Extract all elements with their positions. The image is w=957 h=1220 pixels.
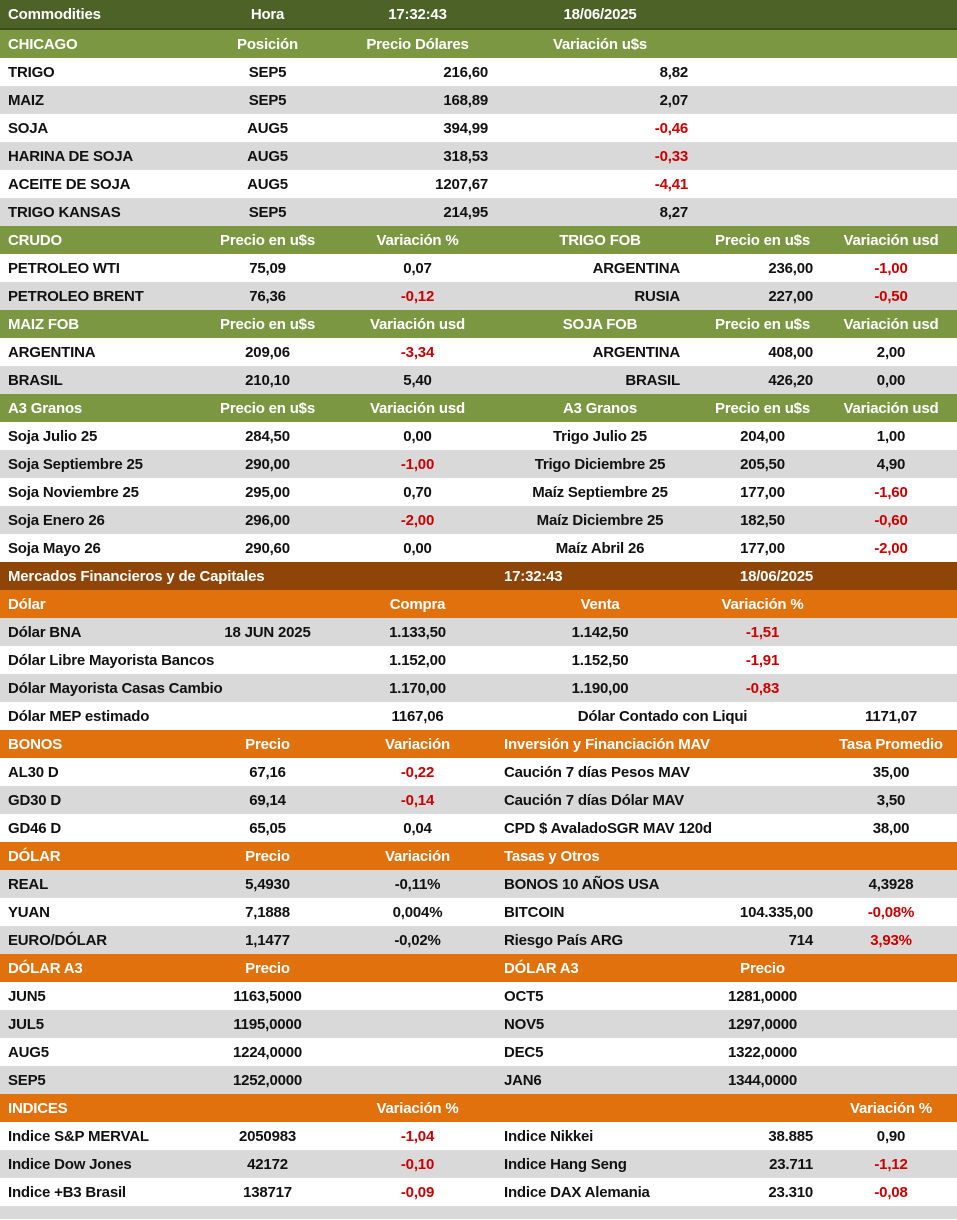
dolar-a3-header-row-cell-2: Precio <box>200 954 335 982</box>
bonos-header-row-cell-4: Inversión y Financiación MAV <box>500 730 825 758</box>
mercados-title-row-cell-4: 17:32:43 <box>500 562 700 590</box>
soja-noviembre-row-cell-5: 177,00 <box>700 478 825 506</box>
yuan-row-cell-2: 7,1888 <box>200 898 335 926</box>
petroleo-brent-row-cell-3: -0,12 <box>335 282 500 310</box>
b3-brasil-row-cell-1: Indice +B3 Brasil <box>0 1178 200 1206</box>
b3-brasil-row-cell-2: 138717 <box>200 1178 335 1206</box>
chicago-header-row-cell-3: Precio Dólares <box>335 29 500 58</box>
aceite-soja-row <box>0 170 957 198</box>
dolar-divisas-header-row <box>0 842 957 870</box>
dolar-bna-row-cell-2: 18 JUN 2025 <box>200 618 335 646</box>
harina-soja-row-cell-1: HARINA DE SOJA <box>0 142 200 170</box>
harina-soja-row-cell-3: 318,53 <box>335 142 500 170</box>
soja-enero-row <box>0 506 957 534</box>
empty-cell <box>825 646 957 674</box>
maiz-fob-argentina-row-cell-5: 408,00 <box>700 338 825 366</box>
soja-julio-row-cell-3: 0,00 <box>335 422 500 450</box>
dow-jones-row-cell-4: Indice Hang Seng <box>500 1150 700 1178</box>
empty-cell <box>700 1094 825 1122</box>
soja-mayo-row-cell-5: 177,00 <box>700 534 825 562</box>
gd46-row-cell-1: GD46 D <box>0 814 200 842</box>
harina-soja-row <box>0 142 957 170</box>
indices-header-row-cell-1: INDICES <box>0 1094 200 1122</box>
dolar-mep-row <box>0 702 957 730</box>
dolar-bna-row-cell-1: Dólar BNA <box>0 618 200 646</box>
soja-enero-row-cell-1: Soja Enero 26 <box>0 506 200 534</box>
dow-jones-row-cell-5: 23.711 <box>700 1150 825 1178</box>
al30-row <box>0 758 957 786</box>
dolar-a3-header-row-cell-5: Precio <box>700 954 825 982</box>
dolar-mayorista-row-cell-5: -0,83 <box>700 674 825 702</box>
petroleo-wti-row-cell-2: 75,09 <box>200 254 335 282</box>
dolar-header-row-cell-4: Venta <box>500 590 700 618</box>
maiz-fob-header-row-cell-4: SOJA FOB <box>500 310 700 338</box>
empty-cell <box>825 562 957 590</box>
trigo-kansas-row <box>0 198 957 226</box>
dolar-mep-row-cell-1: Dólar MEP estimado <box>0 702 335 730</box>
sep5-row-cell-4: JAN6 <box>500 1066 700 1094</box>
soja-row <box>0 114 957 142</box>
empty-cell <box>0 1206 957 1219</box>
maiz-fob-header-row-cell-5: Precio en u$s <box>700 310 825 338</box>
a3-granos-header-row-cell-3: Variación usd <box>335 394 500 422</box>
gd30-row <box>0 786 957 814</box>
crudo-header-row-cell-4: TRIGO FOB <box>500 226 700 254</box>
b3-brasil-row-cell-6: -0,08 <box>825 1178 957 1206</box>
bottom-strip <box>0 1206 957 1219</box>
dolar-libre-row-cell-5: -1,91 <box>700 646 825 674</box>
maiz-fob-argentina-row-cell-4: ARGENTINA <box>500 338 700 366</box>
bonos-header-row-cell-6: Tasa Promedio <box>825 730 957 758</box>
aceite-soja-row-cell-2: AUG5 <box>200 170 335 198</box>
petroleo-brent-row <box>0 282 957 310</box>
dolar-mayorista-row-cell-3: 1.170,00 <box>335 674 500 702</box>
soja-septiembre-row-cell-4: Trigo Diciembre 25 <box>500 450 700 478</box>
jul5-row-cell-5: 1297,0000 <box>700 1010 825 1038</box>
trigo-kansas-row-cell-1: TRIGO KANSAS <box>0 198 200 226</box>
gd30-row-cell-2: 69,14 <box>200 786 335 814</box>
soja-enero-row-cell-4: Maíz Diciembre 25 <box>500 506 700 534</box>
empty-cell <box>825 954 957 982</box>
maiz-fob-brasil-row <box>0 366 957 394</box>
dow-jones-row-cell-3: -0,10 <box>335 1150 500 1178</box>
soja-septiembre-row-cell-2: 290,00 <box>200 450 335 478</box>
soja-julio-row-cell-1: Soja Julio 25 <box>0 422 200 450</box>
empty-cell <box>825 114 957 142</box>
petroleo-wti-row-cell-1: PETROLEO WTI <box>0 254 200 282</box>
dolar-mayorista-row-cell-1: Dólar Mayorista Casas Cambio <box>0 674 335 702</box>
soja-noviembre-row-cell-1: Soja Noviembre 25 <box>0 478 200 506</box>
maiz-row <box>0 86 957 114</box>
empty-cell <box>335 1010 500 1038</box>
soja-julio-row-cell-6: 1,00 <box>825 422 957 450</box>
dolar-mep-row-cell-3: 1167,06 <box>335 702 500 730</box>
jun5-row-cell-2: 1163,5000 <box>200 982 335 1010</box>
trigo-kansas-row-cell-4: 8,27 <box>500 198 700 226</box>
soja-row-cell-2: AUG5 <box>200 114 335 142</box>
crudo-header-row-cell-5: Precio en u$s <box>700 226 825 254</box>
empty-cell <box>700 170 825 198</box>
yuan-row-cell-3: 0,004% <box>335 898 500 926</box>
gd46-row-cell-6: 38,00 <box>825 814 957 842</box>
empty-cell <box>335 1038 500 1066</box>
petroleo-brent-row-cell-2: 76,36 <box>200 282 335 310</box>
empty-cell <box>335 954 500 982</box>
soja-septiembre-row-cell-5: 205,50 <box>700 450 825 478</box>
empty-cell <box>825 58 957 86</box>
al30-row-cell-3: -0,22 <box>335 758 500 786</box>
soja-julio-row-cell-5: 204,00 <box>700 422 825 450</box>
trigo-kansas-row-cell-2: SEP5 <box>200 198 335 226</box>
commodities-title-row-cell-1: Commodities <box>0 0 200 29</box>
maiz-fob-brasil-row-cell-4: BRASIL <box>500 366 700 394</box>
dolar-header-row-cell-5: Variación % <box>700 590 825 618</box>
aceite-soja-row-cell-3: 1207,67 <box>335 170 500 198</box>
soja-mayo-row-cell-6: -2,00 <box>825 534 957 562</box>
soja-mayo-row <box>0 534 957 562</box>
yuan-row <box>0 898 957 926</box>
jul5-row-cell-4: NOV5 <box>500 1010 700 1038</box>
chicago-header-row-cell-2: Posición <box>200 29 335 58</box>
real-row <box>0 870 957 898</box>
soja-noviembre-row-cell-3: 0,70 <box>335 478 500 506</box>
soja-row-cell-3: 394,99 <box>335 114 500 142</box>
dolar-libre-row <box>0 646 957 674</box>
empty-cell <box>825 1038 957 1066</box>
maiz-fob-header-row-cell-6: Variación usd <box>825 310 957 338</box>
dolar-libre-row-cell-1: Dólar Libre Mayorista Bancos <box>0 646 335 674</box>
petroleo-wti-row <box>0 254 957 282</box>
jul5-row-cell-2: 1195,0000 <box>200 1010 335 1038</box>
empty-cell <box>825 29 957 58</box>
jun5-row-cell-1: JUN5 <box>0 982 200 1010</box>
aug5-row-cell-5: 1322,0000 <box>700 1038 825 1066</box>
dolar-mep-row-cell-4: Dólar Contado con Liqui <box>500 702 825 730</box>
aug5-row-cell-1: AUG5 <box>0 1038 200 1066</box>
indices-header-row-cell-3: Variación % <box>335 1094 500 1122</box>
bonos-header-row-cell-3: Variación <box>335 730 500 758</box>
sep5-row-cell-1: SEP5 <box>0 1066 200 1094</box>
aug5-row-cell-4: DEC5 <box>500 1038 700 1066</box>
real-row-cell-2: 5,4930 <box>200 870 335 898</box>
soja-julio-row-cell-4: Trigo Julio 25 <box>500 422 700 450</box>
b3-brasil-row-cell-5: 23.310 <box>700 1178 825 1206</box>
maiz-fob-brasil-row-cell-3: 5,40 <box>335 366 500 394</box>
chicago-header-row <box>0 29 957 58</box>
empty-cell <box>200 1094 335 1122</box>
empty-cell <box>825 0 957 29</box>
sep5-row-cell-5: 1344,0000 <box>700 1066 825 1094</box>
dow-jones-row <box>0 1150 957 1178</box>
dolar-divisas-header-row-cell-3: Variación <box>335 842 500 870</box>
empty-cell <box>825 674 957 702</box>
maiz-fob-brasil-row-cell-5: 426,20 <box>700 366 825 394</box>
soja-row-cell-4: -0,46 <box>500 114 700 142</box>
empty-cell <box>700 0 825 29</box>
soja-julio-row-cell-2: 284,50 <box>200 422 335 450</box>
crudo-header-row-cell-6: Variación usd <box>825 226 957 254</box>
maiz-fob-header-row <box>0 310 957 338</box>
dolar-divisas-header-row-cell-2: Precio <box>200 842 335 870</box>
crudo-header-row-cell-3: Variación % <box>335 226 500 254</box>
jun5-row <box>0 982 957 1010</box>
euro-dolar-row-cell-1: EURO/DÓLAR <box>0 926 200 954</box>
commodities-title-row-cell-4: 18/06/2025 <box>500 0 700 29</box>
al30-row-cell-1: AL30 D <box>0 758 200 786</box>
dolar-header-row-cell-1: Dólar <box>0 590 335 618</box>
crudo-header-row-cell-2: Precio en u$s <box>200 226 335 254</box>
merval-row <box>0 1122 957 1150</box>
trigo-row-cell-1: TRIGO <box>0 58 200 86</box>
maiz-fob-brasil-row-cell-1: BRASIL <box>0 366 200 394</box>
euro-dolar-row-cell-5: 714 <box>700 926 825 954</box>
empty-cell <box>825 1066 957 1094</box>
b3-brasil-row-cell-3: -0,09 <box>335 1178 500 1206</box>
maiz-row-cell-1: MAIZ <box>0 86 200 114</box>
dolar-mep-row-cell-6: 1171,07 <box>825 702 957 730</box>
gd30-row-cell-4: Caución 7 días Dólar MAV <box>500 786 825 814</box>
maiz-fob-header-row-cell-3: Variación usd <box>335 310 500 338</box>
dolar-header-row <box>0 590 957 618</box>
empty-cell <box>335 1066 500 1094</box>
bonos-header-row-cell-1: BONOS <box>0 730 200 758</box>
real-row-cell-1: REAL <box>0 870 200 898</box>
petroleo-brent-row-cell-6: -0,50 <box>825 282 957 310</box>
mercados-title-row-cell-1: Mercados Financieros y de Capitales <box>0 562 335 590</box>
gd30-row-cell-6: 3,50 <box>825 786 957 814</box>
bonos-header-row <box>0 730 957 758</box>
empty-cell <box>825 170 957 198</box>
soja-mayo-row-cell-3: 0,00 <box>335 534 500 562</box>
dolar-mayorista-row-cell-4: 1.190,00 <box>500 674 700 702</box>
maiz-fob-brasil-row-cell-6: 0,00 <box>825 366 957 394</box>
petroleo-brent-row-cell-5: 227,00 <box>700 282 825 310</box>
soja-noviembre-row-cell-4: Maíz Septiembre 25 <box>500 478 700 506</box>
aug5-row-cell-2: 1224,0000 <box>200 1038 335 1066</box>
trigo-row-cell-2: SEP5 <box>200 58 335 86</box>
maiz-fob-argentina-row <box>0 338 957 366</box>
empty-cell <box>825 618 957 646</box>
jun5-row-cell-5: 1281,0000 <box>700 982 825 1010</box>
euro-dolar-row <box>0 926 957 954</box>
soja-row-cell-1: SOJA <box>0 114 200 142</box>
dolar-bna-row <box>0 618 957 646</box>
petroleo-wti-row-cell-5: 236,00 <box>700 254 825 282</box>
trigo-row <box>0 58 957 86</box>
maiz-fob-argentina-row-cell-3: -3,34 <box>335 338 500 366</box>
yuan-row-cell-6: -0,08% <box>825 898 957 926</box>
jun5-row-cell-4: OCT5 <box>500 982 700 1010</box>
soja-septiembre-row-cell-6: 4,90 <box>825 450 957 478</box>
harina-soja-row-cell-2: AUG5 <box>200 142 335 170</box>
soja-enero-row-cell-6: -0,60 <box>825 506 957 534</box>
empty-cell <box>700 58 825 86</box>
soja-noviembre-row <box>0 478 957 506</box>
a3-granos-header-row-cell-4: A3 Granos <box>500 394 700 422</box>
b3-brasil-row-cell-4: Indice DAX Alemania <box>500 1178 700 1206</box>
maiz-row-cell-4: 2,07 <box>500 86 700 114</box>
merval-row-cell-4: Indice Nikkei <box>500 1122 700 1150</box>
soja-enero-row-cell-3: -2,00 <box>335 506 500 534</box>
dolar-divisas-header-row-cell-1: DÓLAR <box>0 842 200 870</box>
empty-cell <box>335 562 500 590</box>
merval-row-cell-5: 38.885 <box>700 1122 825 1150</box>
soja-mayo-row-cell-2: 290,60 <box>200 534 335 562</box>
maiz-fob-argentina-row-cell-1: ARGENTINA <box>0 338 200 366</box>
empty-cell <box>500 1094 700 1122</box>
gd46-row <box>0 814 957 842</box>
a3-granos-header-row-cell-5: Precio en u$s <box>700 394 825 422</box>
empty-cell <box>700 29 825 58</box>
indices-header-row-cell-6: Variación % <box>825 1094 957 1122</box>
empty-cell <box>335 982 500 1010</box>
petroleo-wti-row-cell-3: 0,07 <box>335 254 500 282</box>
merval-row-cell-1: Indice S&P MERVAL <box>0 1122 200 1150</box>
commodities-title-row-cell-3: 17:32:43 <box>335 0 500 29</box>
soja-julio-row <box>0 422 957 450</box>
empty-cell <box>825 86 957 114</box>
dolar-a3-header-row-cell-1: DÓLAR A3 <box>0 954 200 982</box>
gd46-row-cell-3: 0,04 <box>335 814 500 842</box>
soja-septiembre-row-cell-1: Soja Septiembre 25 <box>0 450 200 478</box>
soja-septiembre-row <box>0 450 957 478</box>
commodities-title-row-cell-2: Hora <box>200 0 335 29</box>
indices-header-row <box>0 1094 957 1122</box>
trigo-row-cell-3: 216,60 <box>335 58 500 86</box>
a3-granos-header-row-cell-6: Variación usd <box>825 394 957 422</box>
empty-cell <box>700 198 825 226</box>
maiz-fob-argentina-row-cell-2: 209,06 <box>200 338 335 366</box>
dolar-libre-row-cell-4: 1.152,50 <box>500 646 700 674</box>
dolar-a3-header-row <box>0 954 957 982</box>
trigo-kansas-row-cell-3: 214,95 <box>335 198 500 226</box>
jul5-row <box>0 1010 957 1038</box>
harina-soja-row-cell-4: -0,33 <box>500 142 700 170</box>
chicago-header-row-cell-4: Variación u$s <box>500 29 700 58</box>
aug5-row <box>0 1038 957 1066</box>
merval-row-cell-6: 0,90 <box>825 1122 957 1150</box>
euro-dolar-row-cell-4: Riesgo País ARG <box>500 926 700 954</box>
crudo-header-row <box>0 226 957 254</box>
dolar-header-row-cell-3: Compra <box>335 590 500 618</box>
soja-septiembre-row-cell-3: -1,00 <box>335 450 500 478</box>
yuan-row-cell-1: YUAN <box>0 898 200 926</box>
empty-cell <box>825 982 957 1010</box>
maiz-fob-header-row-cell-1: MAIZ FOB <box>0 310 200 338</box>
chicago-header-row-cell-1: CHICAGO <box>0 29 200 58</box>
a3-granos-header-row-cell-2: Precio en u$s <box>200 394 335 422</box>
petroleo-wti-row-cell-6: -1,00 <box>825 254 957 282</box>
gd30-row-cell-1: GD30 D <box>0 786 200 814</box>
maiz-row-cell-3: 168,89 <box>335 86 500 114</box>
dolar-bna-row-cell-5: -1,51 <box>700 618 825 646</box>
dolar-a3-header-row-cell-4: DÓLAR A3 <box>500 954 700 982</box>
dolar-mayorista-row <box>0 674 957 702</box>
soja-mayo-row-cell-1: Soja Mayo 26 <box>0 534 200 562</box>
sep5-row <box>0 1066 957 1094</box>
al30-row-cell-4: Caución 7 días Pesos MAV <box>500 758 825 786</box>
aceite-soja-row-cell-1: ACEITE DE SOJA <box>0 170 200 198</box>
euro-dolar-row-cell-2: 1,1477 <box>200 926 335 954</box>
dolar-bna-row-cell-3: 1.133,50 <box>335 618 500 646</box>
crudo-header-row-cell-1: CRUDO <box>0 226 200 254</box>
dow-jones-row-cell-6: -1,12 <box>825 1150 957 1178</box>
euro-dolar-row-cell-6: 3,93% <box>825 926 957 954</box>
real-row-cell-3: -0,11% <box>335 870 500 898</box>
mercados-title-row-cell-5: 18/06/2025 <box>700 562 825 590</box>
commodities-title-row <box>0 0 957 29</box>
soja-enero-row-cell-2: 296,00 <box>200 506 335 534</box>
maiz-fob-brasil-row-cell-2: 210,10 <box>200 366 335 394</box>
gd46-row-cell-2: 65,05 <box>200 814 335 842</box>
empty-cell <box>700 142 825 170</box>
empty-cell <box>700 114 825 142</box>
trigo-row-cell-4: 8,82 <box>500 58 700 86</box>
dow-jones-row-cell-1: Indice Dow Jones <box>0 1150 200 1178</box>
empty-cell <box>825 590 957 618</box>
dolar-libre-row-cell-3: 1.152,00 <box>335 646 500 674</box>
maiz-row-cell-2: SEP5 <box>200 86 335 114</box>
a3-granos-header-row-cell-1: A3 Granos <box>0 394 200 422</box>
al30-row-cell-2: 67,16 <box>200 758 335 786</box>
maiz-fob-argentina-row-cell-6: 2,00 <box>825 338 957 366</box>
bonos-header-row-cell-2: Precio <box>200 730 335 758</box>
soja-enero-row-cell-5: 182,50 <box>700 506 825 534</box>
sep5-row-cell-2: 1252,0000 <box>200 1066 335 1094</box>
a3-granos-header-row <box>0 394 957 422</box>
petroleo-brent-row-cell-4: RUSIA <box>500 282 700 310</box>
yuan-row-cell-4: BITCOIN <box>500 898 700 926</box>
real-row-cell-6: 4,3928 <box>825 870 957 898</box>
jul5-row-cell-1: JUL5 <box>0 1010 200 1038</box>
mercados-title-row <box>0 562 957 590</box>
dolar-bna-row-cell-4: 1.142,50 <box>500 618 700 646</box>
soja-noviembre-row-cell-2: 295,00 <box>200 478 335 506</box>
aceite-soja-row-cell-4: -4,41 <box>500 170 700 198</box>
empty-cell <box>700 86 825 114</box>
merval-row-cell-2: 2050983 <box>200 1122 335 1150</box>
empty-cell <box>825 842 957 870</box>
yuan-row-cell-5: 104.335,00 <box>700 898 825 926</box>
al30-row-cell-6: 35,00 <box>825 758 957 786</box>
dolar-divisas-header-row-cell-4: Tasas y Otros <box>500 842 825 870</box>
gd46-row-cell-4: CPD $ AvaladoSGR MAV 120d <box>500 814 825 842</box>
soja-mayo-row-cell-4: Maíz Abril 26 <box>500 534 700 562</box>
petroleo-brent-row-cell-1: PETROLEO BRENT <box>0 282 200 310</box>
dow-jones-row-cell-2: 42172 <box>200 1150 335 1178</box>
b3-brasil-row <box>0 1178 957 1206</box>
real-row-cell-4: BONOS 10 AÑOS USA <box>500 870 825 898</box>
empty-cell <box>825 198 957 226</box>
soja-noviembre-row-cell-6: -1,60 <box>825 478 957 506</box>
gd30-row-cell-3: -0,14 <box>335 786 500 814</box>
petroleo-wti-row-cell-4: ARGENTINA <box>500 254 700 282</box>
empty-cell <box>825 142 957 170</box>
empty-cell <box>825 1010 957 1038</box>
maiz-fob-header-row-cell-2: Precio en u$s <box>200 310 335 338</box>
euro-dolar-row-cell-3: -0,02% <box>335 926 500 954</box>
merval-row-cell-3: -1,04 <box>335 1122 500 1150</box>
